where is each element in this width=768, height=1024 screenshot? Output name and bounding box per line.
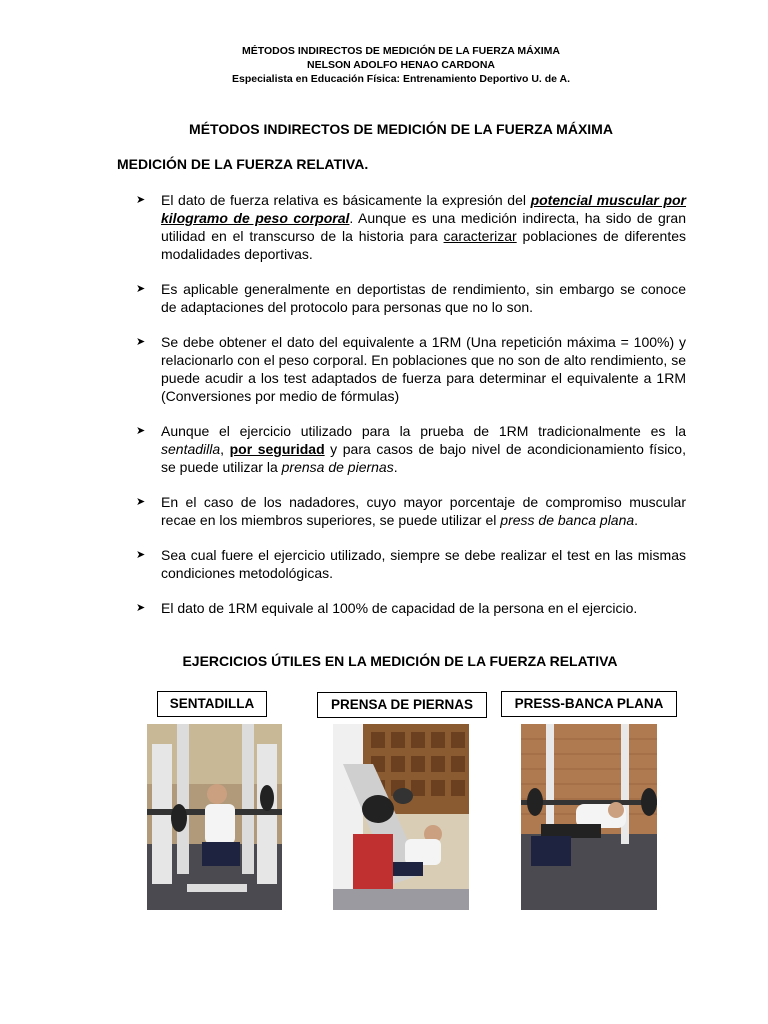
photo-press-banca-plana	[521, 724, 657, 910]
arrow-bullet-icon: ➤	[136, 425, 146, 437]
arrow-bullet-icon: ➤	[136, 283, 146, 295]
label-sentadilla: SENTADILLA	[157, 691, 267, 717]
header-line-3: Especialista en Educación Física: Entrenamiento Deportivo U. de A.	[231, 73, 571, 85]
bullet-item: ➤ Se debe obtener el dato del equivalente a 1RM (Una repetición máxima = 100%) y relacionarlo con el peso corporal. En poblaciones que no son de alto rendimiento, se puede acudir a los test adaptados de fuerza para determinar el equivalente a 1RM (Conversiones por medio de fórmulas)	[136, 334, 686, 404]
bullet-item: ➤ Sea cual fuere el ejercicio utilizado, siempre se debe realizar el test en las mismas condiciones metodológicas.	[136, 547, 686, 581]
bullet-item: ➤ Aunque el ejercicio utilizado para la prueba de 1RM tradicionalmente es la sentadilla, por seguridad y para casos de bajo nivel de acondicionamiento físico, se puede utilizar la prensa de piernas.	[136, 423, 686, 475]
arrow-bullet-icon: ➤	[136, 194, 146, 206]
bullet-list	[136, 191, 686, 634]
main-title: MÉTODOS INDIRECTOS DE MEDICIÓN DE LA FUERZA MÁXIMA	[189, 121, 613, 137]
section-title: MEDICIÓN DE LA FUERZA RELATIVA.	[117, 156, 369, 172]
bullet-item: ➤ En el caso de los nadadores, cuyo mayor porcentaje de compromiso muscular recae en los miembros superiores, se puede utilizar el press de banca plana.	[136, 494, 686, 528]
bullet-item: ➤ Es aplicable generalmente en deportistas de rendimiento, sin embargo se conoce de adaptaciones del protocolo para personas que no lo son.	[136, 281, 686, 315]
exercises-title: EJERCICIOS ÚTILES EN LA MEDICIÓN DE LA FUERZA RELATIVA	[182, 653, 618, 669]
arrow-bullet-icon: ➤	[136, 496, 146, 508]
arrow-bullet-icon: ➤	[136, 602, 146, 614]
bullet-item: ➤ El dato de 1RM equivale al 100% de capacidad de la persona en el ejercicio.	[136, 600, 638, 616]
document-header	[0, 44, 768, 86]
header-line-2: NELSON ADOLFO HENAO CARDONA	[306, 59, 496, 71]
label-press-banca-plana: PRESS-BANCA PLANA	[501, 691, 677, 717]
arrow-bullet-icon: ➤	[136, 336, 146, 348]
arrow-bullet-icon: ➤	[136, 549, 146, 561]
photo-sentadilla	[147, 724, 282, 910]
label-prensa-de-piernas: PRENSA DE PIERNAS	[317, 692, 487, 718]
header-line-1: MÉTODOS INDIRECTOS DE MEDICIÓN DE LA FUERZA MÁXIMA	[242, 45, 560, 57]
bullet-item: ➤ El dato de fuerza relativa es básicamente la expresión del potencial muscular por kilogramo de peso corporal. Aunque es una medición indirecta, ha sido de gran utilidad en el transcurso de la historia para caracterizar poblaciones de diferentes modalidades deportivas.	[136, 192, 687, 262]
photo-prensa-de-piernas	[333, 724, 469, 910]
